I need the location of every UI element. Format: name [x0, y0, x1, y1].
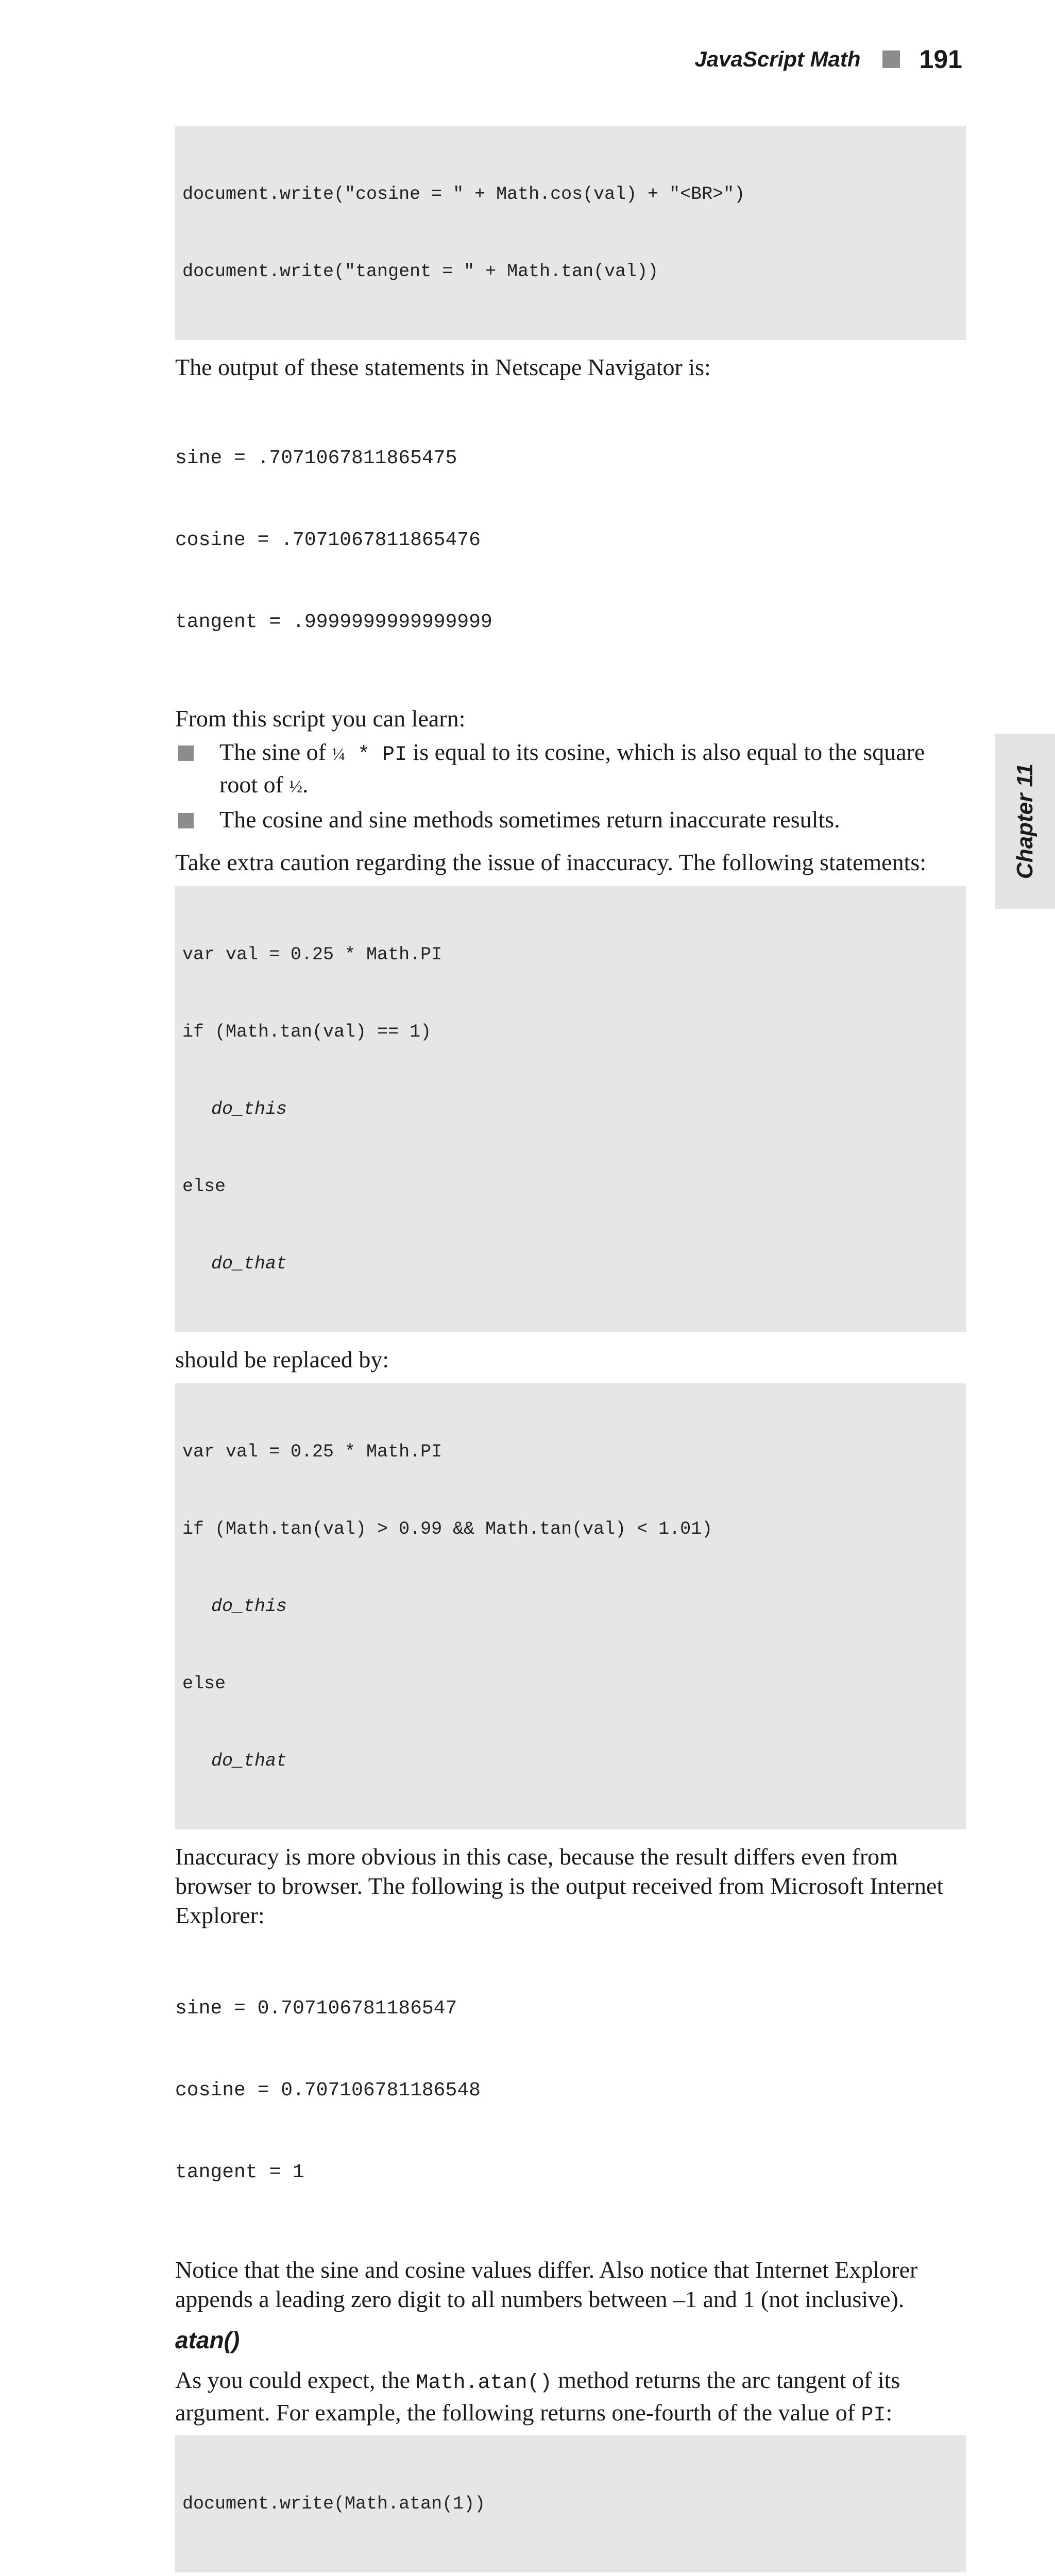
- bullet-text: The cosine and sine methods sometimes return inaccurate results.: [219, 806, 840, 833]
- paragraph-atan: [175, 2365, 966, 2430]
- code-line: do_that: [211, 1751, 287, 1771]
- code-block-equality: [175, 886, 966, 1332]
- bullet-square-icon: [178, 813, 194, 828]
- fraction: ½: [289, 777, 302, 796]
- code-line: else: [182, 1673, 226, 1694]
- code-line: do_that: [211, 1253, 287, 1274]
- header-square-icon: [882, 50, 900, 68]
- code-block-atan: [175, 2435, 966, 2572]
- ie-output: [175, 1940, 966, 2241]
- output-line: tangent = .9999999999999999: [175, 611, 492, 633]
- netscape-output: [175, 390, 966, 690]
- paragraph-browser-difference: Inaccuracy is more obvious in this case, because the result differs even from browser to browser. The following is the output received from Microsoft Internet Explorer:: [175, 1843, 944, 1928]
- text-span: :: [886, 2399, 893, 2426]
- bullet-text: .: [302, 771, 309, 798]
- header-title: JavaScript Math: [694, 47, 861, 71]
- code-line: else: [182, 1176, 226, 1197]
- page-content: [175, 126, 966, 2576]
- chapter-label: Chapter 11: [1012, 763, 1037, 879]
- output-line: tangent = 1: [175, 2161, 304, 2183]
- code-line: do_this: [211, 1596, 287, 1617]
- code-block-range: [175, 1383, 966, 1829]
- code-line: var val = 0.25 * Math.PI: [182, 944, 443, 965]
- running-header: [694, 44, 962, 74]
- bullet-text: is equal to its cosine, which is also equal to the square root of: [219, 739, 925, 798]
- text-span: method returns the arc tangent of its argument. For example, the following returns one-fourth of the value of: [175, 2367, 900, 2426]
- code-line: if (Math.tan(val) == 1): [182, 1022, 432, 1042]
- paragraph-netscape-output: The output of these statements in Netscape Navigator is:: [175, 354, 711, 380]
- inline-code: Math.atan(): [416, 2371, 552, 2395]
- inline-code: PI: [861, 2404, 886, 2427]
- fraction: ¼: [332, 745, 345, 764]
- heading-atan: atan(): [175, 2327, 240, 2353]
- code-line: var val = 0.25 * Math.PI: [182, 1442, 443, 1462]
- code-line: if (Math.tan(val) > 0.99 && Math.tan(val) < 1.01): [182, 1519, 713, 1539]
- text-span: As you could expect, the: [175, 2367, 416, 2393]
- chapter-tab: [995, 734, 1055, 909]
- code-line: do_this: [211, 1099, 287, 1120]
- paragraph-replaced: should be replaced by:: [175, 1346, 389, 1372]
- output-line: sine = 0.707106781186547: [175, 1997, 457, 2020]
- output-line: cosine = .7071067811865476: [175, 529, 481, 551]
- bullet-item-sine: [175, 737, 966, 802]
- code-line: document.write("tangent = " + Math.tan(val)): [182, 261, 659, 282]
- bullet-square-icon: [178, 745, 194, 761]
- output-line: sine = .7071067811865475: [175, 447, 457, 469]
- output-line: cosine = 0.707106781186548: [175, 2079, 481, 2102]
- paragraph-caution: Take extra caution regarding the issue of inaccuracy. The following statements:: [175, 849, 927, 875]
- code-line: document.write(Math.atan(1)): [182, 2494, 486, 2514]
- page-number: 191: [919, 45, 962, 74]
- bullet-item-inaccurate: [175, 805, 966, 834]
- code-block-trig: [175, 126, 966, 340]
- inline-code: * PI: [345, 743, 407, 767]
- learn-bullet-list: [175, 737, 966, 834]
- bullet-text: The sine of: [219, 739, 332, 765]
- code-line: document.write("cosine = " + Math.cos(val) + "<BR>"): [182, 184, 745, 205]
- paragraph-learn: From this script you can learn:: [175, 705, 466, 732]
- paragraph-notice: Notice that the sine and cosine values differ. Also notice that Internet Explorer appends a leading zero digit to all numbers between –1 and 1 (not inclusive).: [175, 2257, 918, 2312]
